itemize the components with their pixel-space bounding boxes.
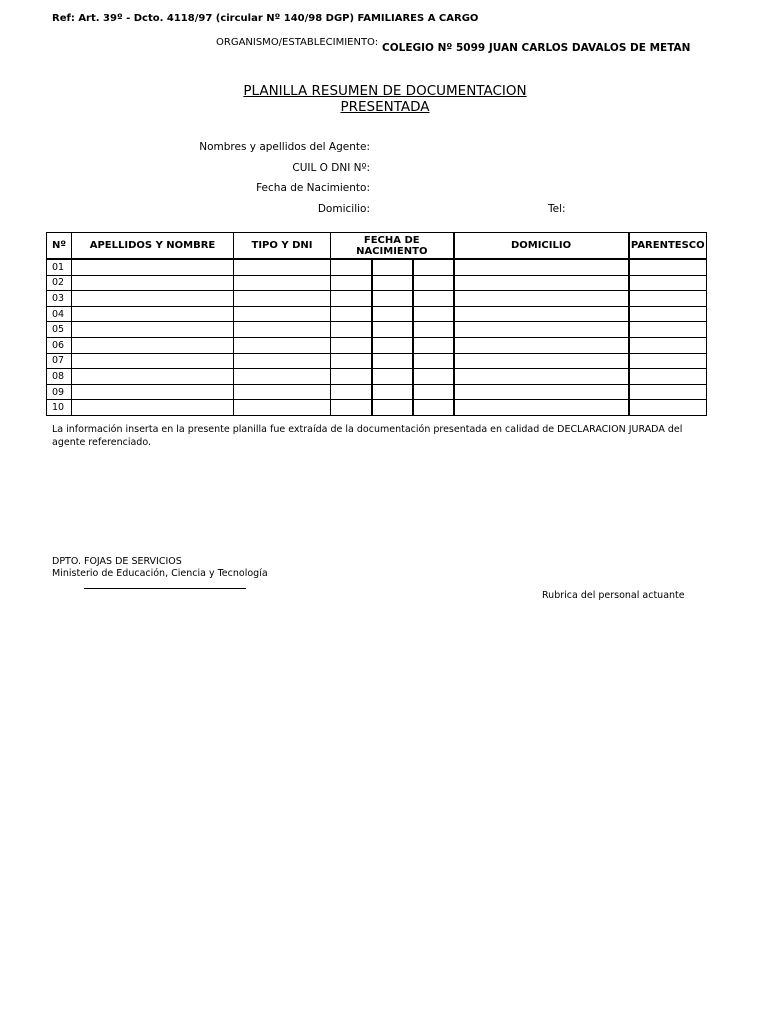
cell-year[interactable] [413,322,454,338]
cell-name[interactable] [72,291,234,307]
cell-dni[interactable] [234,322,331,338]
col-header-number: Nº [47,233,72,260]
cell-address[interactable] [454,275,629,291]
cell-relation[interactable] [629,400,707,416]
cell-day[interactable] [331,400,372,416]
cell-day[interactable] [331,322,372,338]
cell-day[interactable] [331,291,372,307]
cell-year[interactable] [413,259,454,275]
cell-relation[interactable] [629,291,707,307]
cell-address[interactable] [454,400,629,416]
cell-dni[interactable] [234,306,331,322]
cell-year[interactable] [413,384,454,400]
agent-address-label: Domicilio: [317,203,370,215]
table-row [47,275,707,291]
cell-relation[interactable] [629,337,707,353]
row-number: 06 [47,337,72,353]
cell-dni[interactable] [234,337,331,353]
cell-year[interactable] [413,353,454,369]
cell-dni[interactable] [234,384,331,400]
row-number: 05 [47,322,72,338]
cell-month[interactable] [372,353,413,369]
cell-year[interactable] [413,400,454,416]
col-header-name: APELLIDOS Y NOMBRE [72,233,234,260]
cell-year[interactable] [413,369,454,385]
cell-day[interactable] [331,337,372,353]
cell-address[interactable] [454,384,629,400]
cell-name[interactable] [72,400,234,416]
cell-relation[interactable] [629,384,707,400]
table-row [47,259,707,275]
title-line-2: PRESENTADA [340,99,430,115]
table-row [47,369,707,385]
cell-dni[interactable] [234,275,331,291]
cell-day[interactable] [331,306,372,322]
cell-relation[interactable] [629,369,707,385]
cell-address[interactable] [454,322,629,338]
row-number: 09 [47,384,72,400]
row-number: 08 [47,369,72,385]
cell-month[interactable] [372,337,413,353]
cell-day[interactable] [331,353,372,369]
reference-line: Ref: Art. 39º - Dcto. 4118/97 (circular Nº 140/98 DGP) FAMILIARES A CARGO [52,13,479,24]
table-row [47,291,707,307]
agent-birth-label: Fecha de Nacimiento: [256,182,370,194]
title-line-1: PLANILLA RESUMEN DE DOCUMENTACION [243,83,527,99]
cell-month[interactable] [372,275,413,291]
cell-month[interactable] [372,369,413,385]
organization-value: COLEGIO Nº 5099 JUAN CARLOS DAVALOS DE METAN [382,42,691,54]
col-header-relation: PARENTESCO [629,233,707,260]
family-table [46,232,707,416]
cell-year[interactable] [413,291,454,307]
cell-month[interactable] [372,291,413,307]
cell-day[interactable] [331,275,372,291]
row-number: 10 [47,400,72,416]
agent-phone-label: Tel: [548,203,566,215]
cell-address[interactable] [454,291,629,307]
table-row [47,353,707,369]
cell-name[interactable] [72,353,234,369]
col-header-dni: TIPO Y DNI [234,233,331,260]
cell-relation[interactable] [629,322,707,338]
cell-name[interactable] [72,322,234,338]
cell-month[interactable] [372,322,413,338]
cell-dni[interactable] [234,291,331,307]
row-number: 04 [47,306,72,322]
cell-month[interactable] [372,384,413,400]
cell-day[interactable] [331,369,372,385]
cell-relation[interactable] [629,306,707,322]
table-row [47,384,707,400]
agent-name-label: Nombres y apellidos del Agente: [199,141,370,153]
cell-address[interactable] [454,306,629,322]
col-header-address: DOMICILIO [454,233,629,260]
cell-name[interactable] [72,369,234,385]
cell-name[interactable] [72,275,234,291]
cell-address[interactable] [454,259,629,275]
row-number: 07 [47,353,72,369]
ministry-name: Ministerio de Educación, Ciencia y Tecnología [52,568,268,579]
cell-year[interactable] [413,337,454,353]
page-title [160,83,610,115]
signature-caption: Rubrica del personal actuante [542,590,685,601]
department-name: DPTO. FOJAS DE SERVICIOS [52,556,182,567]
table-row [47,306,707,322]
cell-day[interactable] [331,259,372,275]
row-number: 02 [47,275,72,291]
table-row [47,337,707,353]
cell-name[interactable] [72,306,234,322]
cell-dni[interactable] [234,353,331,369]
cell-month[interactable] [372,259,413,275]
cell-year[interactable] [413,306,454,322]
row-number: 01 [47,259,72,275]
cell-dni[interactable] [234,369,331,385]
cell-address[interactable] [454,353,629,369]
cell-dni[interactable] [234,259,331,275]
table-row [47,400,707,416]
cell-name[interactable] [72,337,234,353]
cell-relation[interactable] [629,275,707,291]
row-number: 03 [47,291,72,307]
cell-dni[interactable] [234,400,331,416]
table-row [47,322,707,338]
cell-relation[interactable] [629,259,707,275]
signature-line [84,588,246,589]
cell-name[interactable] [72,259,234,275]
cell-day[interactable] [331,384,372,400]
col-header-birth: FECHA DE NACIMIENTO [331,233,454,260]
cell-address[interactable] [454,337,629,353]
declaration-note: La información inserta en la presente planilla fue extraída de la documentación presentada en calidad de DECLARACION JURADA del agente referenciado. [52,424,683,448]
cell-name[interactable] [72,384,234,400]
cell-month[interactable] [372,400,413,416]
cell-relation[interactable] [629,353,707,369]
agent-id-label: CUIL O DNI Nº: [292,162,370,174]
cell-address[interactable] [454,369,629,385]
organization-label: ORGANISMO/ESTABLECIMIENTO: [216,37,379,48]
cell-month[interactable] [372,306,413,322]
table-header-row [47,233,707,260]
cell-year[interactable] [413,275,454,291]
